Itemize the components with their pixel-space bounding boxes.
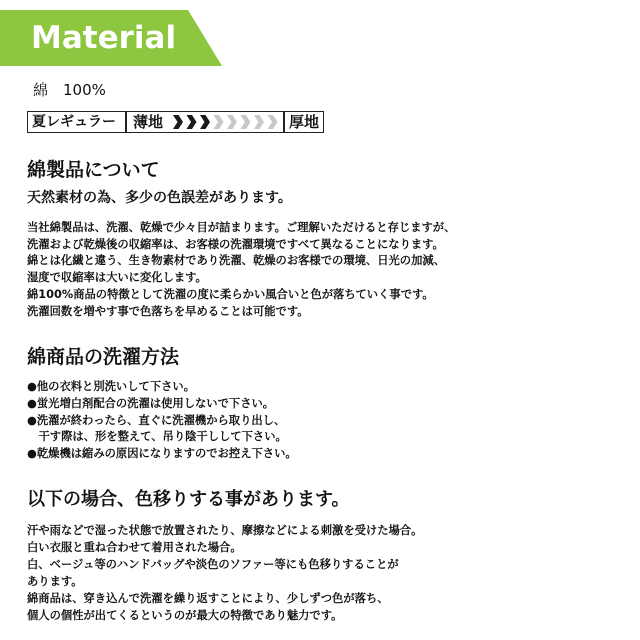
scale-divider bbox=[283, 112, 285, 132]
paragraph-line: 白、ベージュ等のハンドバッグや淡色のソファー等にも色移りすることが bbox=[27, 557, 399, 571]
list-item: ●洗濯が終わったら、直ぐに洗濯機から取り出し、 bbox=[27, 413, 286, 427]
paragraph-line: あります。 bbox=[27, 574, 83, 588]
list-item: ●他の衣料と別洗いして下さい。 bbox=[27, 380, 196, 393]
paragraph-line: 当社綿製品は、洗濯、乾燥で少々目が詰まります。ご理解いただけると存じますが、 bbox=[27, 221, 456, 234]
section-subheading-about: 天然素材の為、多少の色誤差があります。 bbox=[27, 190, 292, 206]
paragraph-line: 個人の個性が出てくるというのが最大の特徴であり魅力です。 bbox=[27, 608, 343, 622]
thickness-chevron-empty bbox=[214, 115, 224, 129]
thickness-chevrons bbox=[173, 115, 279, 129]
paragraph-line: 湿度で収縮率は大いに変化します。 bbox=[27, 271, 207, 285]
paragraph-line: 洗濯回数を増やす事で色落ちを早めることは可能です。 bbox=[27, 304, 309, 318]
paragraph-line: 綿100%商品の特徴として洗濯の度に柔らかい風合いと色が落ちていく事です。 bbox=[27, 287, 434, 301]
thickness-chevron-filled bbox=[187, 115, 197, 129]
thickness-chevron-empty bbox=[268, 115, 278, 129]
season-label: 夏レギュラー bbox=[32, 114, 116, 130]
thickness-chevron-empty bbox=[227, 115, 237, 129]
section-heading-color-transfer: 以下の場合、色移りする事があります。 bbox=[27, 489, 350, 510]
list-item: ●乾燥機は縮みの原因になりますのでお控え下さい。 bbox=[27, 447, 297, 461]
thickness-chevron-filled bbox=[173, 115, 183, 129]
about-paragraph bbox=[27, 220, 455, 320]
banner-title: Material bbox=[31, 20, 177, 56]
material-banner bbox=[0, 10, 224, 66]
color-transfer-paragraph bbox=[27, 522, 422, 624]
thickness-chevron-empty bbox=[254, 115, 264, 129]
thickness-chevron-empty bbox=[241, 115, 251, 129]
thick-label: 厚地 bbox=[289, 113, 320, 131]
scale-divider bbox=[125, 112, 127, 132]
section-heading-about: 綿製品について bbox=[27, 159, 160, 181]
list-item-continuation: 干す際は、形を整えて、吊り陰干しして下さい。 bbox=[38, 430, 287, 444]
paragraph-line: 洗濯および乾燥後の収縮率は、お客様の洗濯環境ですべて異なることになります。 bbox=[27, 237, 444, 251]
thin-label: 薄地 bbox=[133, 113, 164, 131]
thickness-chevron-filled bbox=[200, 115, 210, 129]
section-heading-washing: 綿商品の洗濯方法 bbox=[27, 346, 180, 368]
paragraph-line: 白い衣服と重ね合わせて着用された場合。 bbox=[27, 540, 242, 554]
thickness-scale bbox=[27, 111, 324, 133]
fabric-composition: 綿 100% bbox=[33, 81, 106, 99]
paragraph-line: 綿商品は、穿き込んで洗濯を繰り返すことにより、少しずつ色が落ち、 bbox=[27, 591, 389, 605]
paragraph-line: 汗や雨などで湿った状態で放置されたり、摩擦などによる刺激を受けた場合。 bbox=[27, 523, 423, 537]
list-item: ●蛍光増白剤配合の洗濯は使用しないで下さい。 bbox=[27, 396, 275, 410]
paragraph-line: 綿とは化繊と違う、生き物素材であり洗濯、乾燥のお客様での環境、日光の加減、 bbox=[27, 254, 445, 268]
washing-list bbox=[27, 379, 297, 463]
